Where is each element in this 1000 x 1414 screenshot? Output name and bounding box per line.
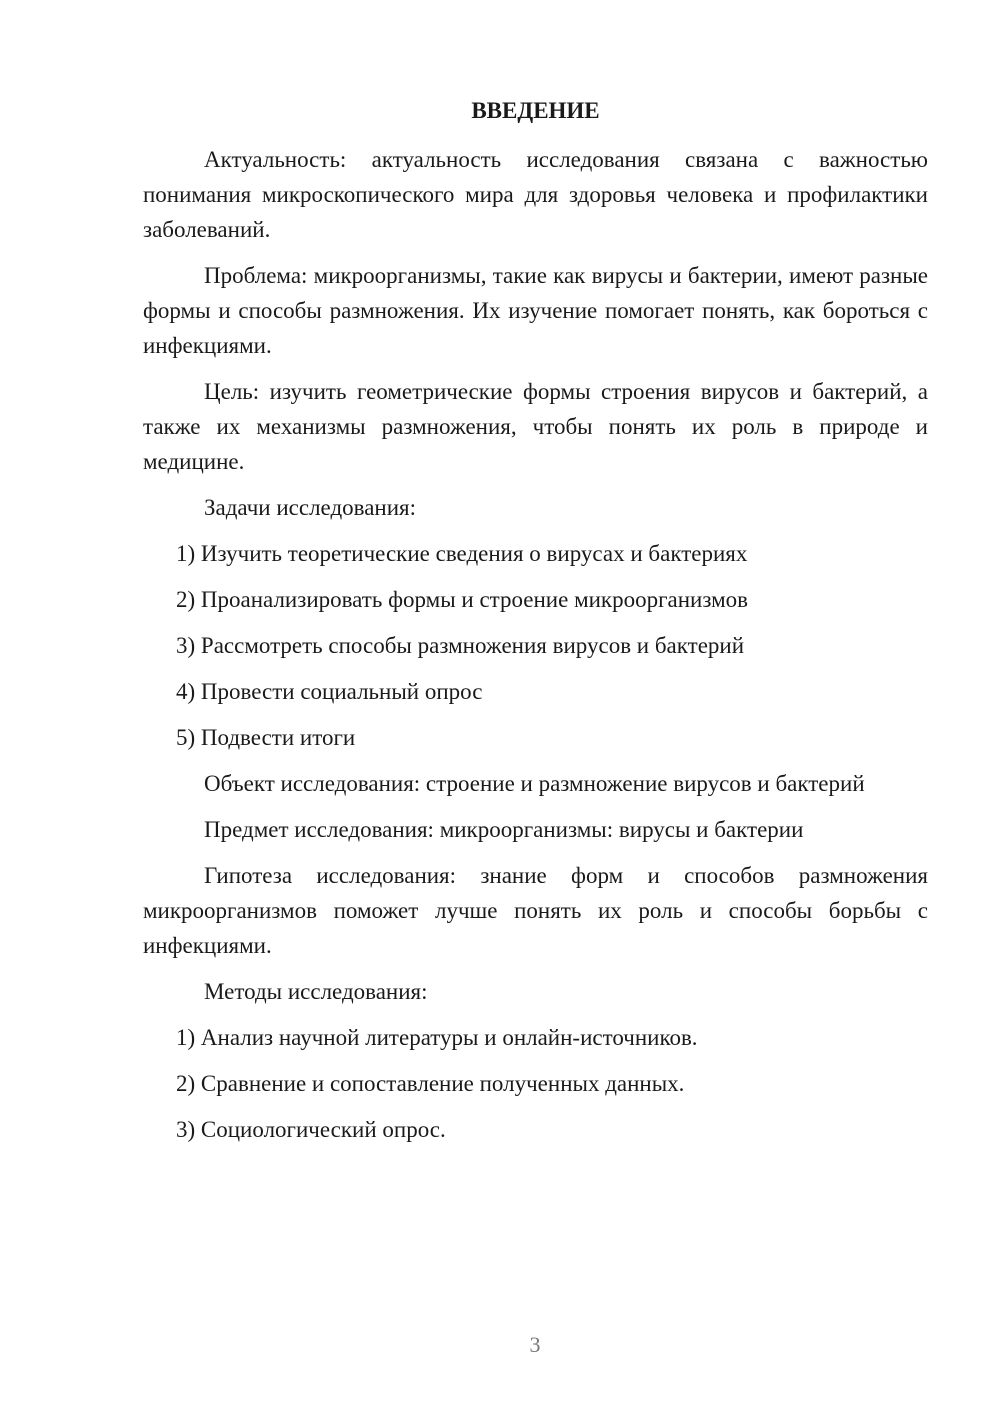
- methods-heading: Методы исследования:: [204, 979, 428, 1004]
- subject-line: Предмет исследования: микроорганизмы: вирусы и бактерии: [204, 817, 804, 842]
- list-item: 4) Провести социальный опрос: [176, 679, 483, 704]
- list-item: 3) Социологический опрос.: [176, 1117, 446, 1142]
- page-title: ВВЕДЕНИЕ: [471, 98, 600, 123]
- list-item: 1) Изучить теоретические сведения о вирусах и бактериях: [176, 541, 748, 566]
- methods-list: [143, 1020, 928, 1147]
- document-page: [143, 94, 928, 1158]
- goal-paragraph: Цель: изучить геометрические формы строения вирусов и бактерий, а также их механизмы размножения, чтобы понять их роль в природе и медицине.: [143, 379, 928, 474]
- tasks-list: [143, 536, 928, 755]
- list-item: 2) Сравнение и сопоставление полученных данных.: [176, 1071, 685, 1096]
- list-item: 1) Анализ научной литературы и онлайн-источников.: [176, 1025, 698, 1050]
- object-line: Объект исследования: строение и размножение вирусов и бактерий: [204, 771, 865, 796]
- hypothesis-paragraph: Гипотеза исследования: знание форм и способов размножения микроорганизмов поможет лучше понять их роль и способы борьбы с инфекциями.: [143, 863, 928, 958]
- list-item: 2) Проанализировать формы и строение микроорганизмов: [176, 587, 749, 612]
- problem-paragraph: Проблема: микроорганизмы, такие как вирусы и бактерии, имеют разные формы и способы размножения. Их изучение помогает понять, как бороться с инфекциями.: [143, 263, 928, 358]
- page-number: 3: [529, 1332, 541, 1357]
- tasks-heading: Задачи исследования:: [204, 495, 417, 520]
- list-item: 5) Подвести итоги: [176, 725, 356, 750]
- relevance-paragraph: Актуальность: актуальность исследования связана с важностью понимания микроскопического мира для здоровья человека и профилактики заболеваний.: [143, 147, 928, 242]
- list-item: 3) Рассмотреть способы размножения вирусов и бактерий: [176, 633, 745, 658]
